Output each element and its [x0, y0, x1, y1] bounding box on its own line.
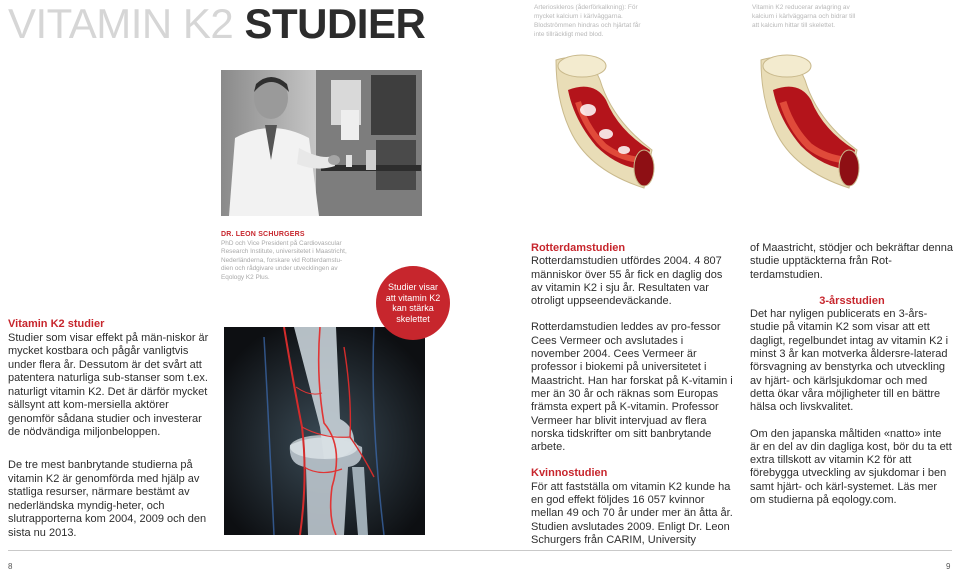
doctor-name: DR. LEON SCHURGERS: [221, 231, 305, 238]
artery-right-caption: Vitamin K2 reducerar avlagring av kalcium i kärlväggarna och bidrar till att kalcium hittar till skelettet.: [752, 4, 856, 29]
page-number-right: 9: [946, 562, 951, 571]
doctor-caption: [221, 231, 347, 283]
artery-calcified-illustration: [548, 50, 660, 192]
doctor-description: PhD och Vice President på Cardiovascular Research Institute, universitetet i Maastricht, Nederländerna, forskare vid Rotterdamstu-dien och rådgivare under utvecklingen av Eqology K2 Plus.: [221, 239, 347, 281]
photo-illustration: [221, 70, 422, 216]
intro-paragraph-2: De tre mest banbrytande studierna på vitamin K2 är genomförda med hjälp av statliga resurser, närmare bestämt av nederländska myndig-heter, och slutrapporterna kom 2004, 2009 och den sista nu 2013.: [8, 459, 207, 539]
footer-divider: [8, 550, 952, 551]
section-heading-3-arsstudien: 3-årsstudien: [819, 294, 885, 307]
page-number-left: 8: [8, 562, 13, 571]
intro-section: [8, 318, 214, 440]
title-light: VITAMIN K2: [8, 0, 245, 47]
artery-left-caption: Arterioskleros (åderförkalkning): För mycket kalcium i kärlväggarna. Blodströmmen hindras och hjärtat får inte tillräckligt med blod.: [534, 4, 641, 38]
three-year-study-paragraph: Det har nyligen publicerats en 3-års-studie på vitamin K2 som visar att ett dagligt, regelbundet intag av vitamin K2 i minst 3 år kan motverka åldersre-laterad försvagning av benstyrka och utveckling av hjärt- och kärlsjukdomar och med detta ökar våra möjligheter till en bättre hälsa och livskvalitet.: [750, 308, 949, 414]
intro-paragraph-1: Studier som visar effekt på män-niskor är mycket kostbara och pågår vanligtvis under flera år. Dessutom är det svårt att patentera naturliga sub-stanser som t.ex. naturligt vitamin K2. Det är därför mycket sällsynt att kom-mersiella aktörer genomför sådana studier och investerar de nödvändiga miljonbeloppen.: [8, 331, 209, 438]
knee-illustration: [224, 327, 425, 535]
column-a: [531, 242, 735, 560]
highlight-badge: [376, 266, 450, 340]
column-b: [750, 242, 954, 520]
title-bold: STUDIER: [244, 0, 426, 47]
section-heading-vitamin-k2: Vitamin K2 studier: [8, 318, 105, 330]
artery-healthy-graphic: [753, 50, 865, 192]
badge-text: Studier visar att vitamin K2 kan stärka skelettet: [385, 282, 441, 324]
kvinnostudien-paragraph-continued: of Maastricht, stödjer och bekräftar denna studie upptäckterna från Rot-terdamstudien.: [750, 242, 953, 281]
knee-graphic: [224, 327, 425, 535]
rotterdam-paragraph-1: Rotterdamstudien utfördes 2004. 4 807 människor över 55 år fick en daglig dos av vitamin K2 i sju år. Resultaten var otroligt uppseendeväckande.: [531, 255, 723, 308]
section-heading-kvinnostudien: Kvinnostudien: [531, 467, 608, 480]
scientist-photo: [221, 70, 422, 216]
natto-paragraph: Om den japanska måltiden «natto» inte är en del av din dagliga kost, bör du ta ett extra tillskott av vitamin K2 för att förebygga utveckling av sjukdomar i ben samt hjärt- och kärl-systemet. Läs mer om studierna på eqology.com.: [750, 427, 952, 507]
artery-healthy-illustration: [753, 50, 865, 192]
rotterdam-paragraph-2: Rotterdamstudien leddes av pro-fessor Cees Vermeer och avslutades i november 2004. Cees Vermeer är professor i biokemi på universitetet i Maastricht. Han har forskat på K-vitamin i mer än 30 år och räknas som Europas främsta expert på K-vitamin. Professor Vermeer har blivit intervjuad av flera norska tidskrifter om sitt banbrytande arbete.: [531, 321, 733, 454]
page-title: [8, 2, 425, 46]
kvinnostudien-paragraph: För att fastställa om vitamin K2 kunde ha en god effekt följdes 16 057 kvinnor mellan 49 och 70 år under mer än åtta år. Studien avslutades 2009. Enligt Dr. Leon Schurgers från CARIM, University: [531, 480, 733, 546]
section-heading-rotterdam: Rotterdamstudien: [531, 242, 626, 254]
artery-calcified-graphic: [548, 50, 660, 192]
